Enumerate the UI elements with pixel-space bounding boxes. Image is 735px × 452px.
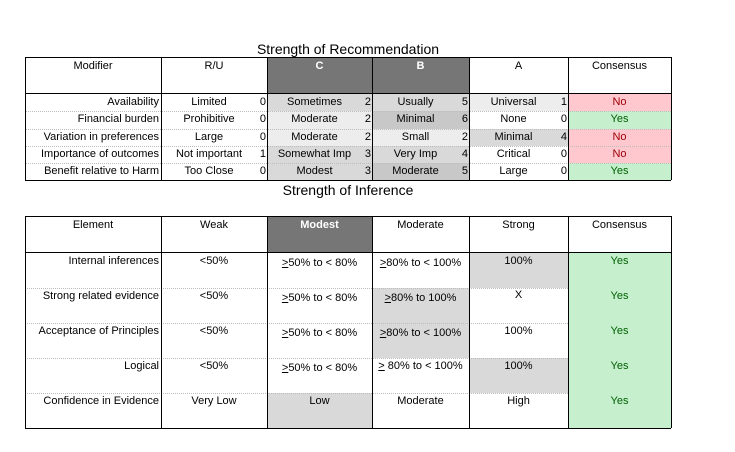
strong-value: 100% [469,358,568,393]
grid-line [469,216,470,428]
recommendation-title: Strength of Recommendation [256,41,440,57]
gte-symbol: > [281,292,289,304]
strong-value: 100% [504,325,533,337]
row-modifier: Availability [107,96,159,108]
a-value: Critical [496,148,531,160]
grid-line [25,129,671,130]
strong-value: 100% [469,253,568,288]
grid-line [25,216,26,428]
ru-count: 0 [259,131,266,143]
consensus-value: Yes [568,163,671,180]
grid-line [267,216,268,428]
row-element: Strong related evidence [42,290,159,302]
grid-line [671,216,672,428]
b-value: Small [372,129,459,146]
grid-line [671,57,672,180]
c-count: 2 [362,129,372,146]
gte-symbol: > [384,292,391,304]
header-consensus: Consensus [591,60,648,72]
row-modifier: Financial burden [77,113,159,125]
grid-line [25,288,568,289]
strong-value: X [514,289,523,301]
a-value: Universal [469,94,558,111]
grid-line [25,93,671,94]
ru-value: Prohibitive [183,113,235,125]
b-value: Usually [372,94,459,111]
b-count: 5 [459,94,469,111]
c-value: Moderate [267,129,362,146]
b-value: Minimal [372,111,459,129]
grid-line [568,216,569,428]
c-value: Modest [267,163,362,180]
strong-value: High [507,395,530,407]
a-count: 0 [560,148,567,160]
modest-value [267,288,372,323]
a-count: 0 [560,113,567,125]
b-count: 5 [459,163,469,180]
a-count: 0 [560,165,567,177]
c-count: 2 [362,111,372,129]
modest-text: 50% to < 80% [288,327,358,339]
grid-line [25,252,671,253]
header-consensus: Consensus [591,219,648,231]
modest-text: 50% to < 80% [288,257,358,269]
c-value: Sometimes [267,94,362,111]
inference-title: Strength of Inference [282,182,414,198]
grid-line [25,111,671,112]
row-modifier: Variation in preferences [43,131,159,143]
grid-line [25,428,671,429]
modest-value [267,323,372,358]
moderate-value [372,323,469,358]
ru-count: 1 [259,148,266,160]
moderate-text: 80% to 100% [391,292,457,304]
c-value: Moderate [267,111,362,129]
header-strong: Strong [502,219,535,231]
consensus-value: No [568,146,671,163]
consensus-value: Yes [610,290,629,302]
gte-symbol: > [281,327,289,339]
ru-value: Limited [191,96,227,108]
row-element: Confidence in Evidence [43,395,159,407]
header-element: Element [72,219,114,231]
ru-value: Large [194,131,224,143]
ru-value: Not important [175,148,243,160]
header-moderate: Moderate [397,219,444,231]
row-modifier: Importance of outcomes [40,148,159,160]
moderate-value [372,288,469,323]
modest-text: 50% to < 80% [288,292,358,304]
header-weak: Weak [200,219,228,231]
grid-line [267,57,268,180]
b-count: 2 [459,129,469,146]
a-value: Minimal [469,129,558,146]
grid-line [25,323,568,324]
gte-symbol: > [281,257,289,269]
a-value: None [500,113,527,125]
ru-count: 0 [259,96,266,108]
moderate-value [372,253,469,288]
weak-value: Very Low [191,395,237,407]
weak-value: <50% [199,255,229,267]
consensus-value: No [568,94,671,111]
a-count: 1 [558,94,568,111]
grid-line [25,393,568,394]
c-value: Somewhat Imp [267,146,362,163]
moderate-text: 80% to < 100% [384,360,463,372]
row-element: Internal inferences [68,255,159,267]
row-modifier: Benefit relative to Harm [44,165,159,177]
c-count: 2 [362,94,372,111]
row-element: Acceptance of Principles [38,325,159,337]
gte-symbol: > [379,327,387,339]
weak-value: <50% [199,360,229,372]
grid-line [25,358,568,359]
a-count: 4 [558,129,568,146]
c-count: 3 [362,146,372,163]
grid-line [25,216,671,217]
grid-line [25,57,671,58]
modest-text: 50% to < 80% [288,362,358,374]
c-count: 3 [362,163,372,180]
ru-count: 0 [259,113,266,125]
grid-line [161,216,162,428]
header-modifier: Modifier [73,60,113,72]
moderate-value [372,358,469,393]
grid-line [25,163,671,164]
grid-line [25,180,671,181]
consensus-value: Yes [610,255,629,267]
consensus-value: Yes [610,325,629,337]
header-a: A [514,60,523,72]
grid-line [469,57,470,180]
consensus-value: Yes [568,111,671,129]
gte-symbol: > [379,257,387,269]
ru-count: 0 [259,165,266,177]
b-count: 6 [459,111,469,129]
gte-symbol: > [378,360,385,372]
header-ru: R/U [204,60,224,72]
weak-value: <50% [199,325,229,337]
b-count: 4 [459,146,469,163]
consensus-value: Yes [610,360,629,372]
grid-line [372,216,373,428]
grid-line [25,146,671,147]
row-element: Logical [124,360,159,372]
a-value: Large [499,165,528,177]
modest-value: Low [267,393,372,428]
moderate-text: 80% to < 100% [386,257,462,269]
grid-line [372,57,373,180]
modest-value [267,358,372,393]
grid-line [568,57,569,180]
grid-line [161,57,162,180]
header-modest: Modest [267,216,372,252]
b-value: Very Imp [372,146,459,163]
moderate-text: 80% to < 100% [386,327,462,339]
moderate-value: Moderate [397,395,444,407]
header-c: C [267,57,372,93]
consensus-value: Yes [610,395,629,407]
b-value: Moderate [372,163,459,180]
grid-line [25,57,26,180]
modest-value [267,253,372,288]
ru-value: Too Close [184,165,234,177]
gte-symbol: > [281,362,289,374]
header-b: B [372,57,469,93]
weak-value: <50% [199,290,229,302]
consensus-value: No [568,129,671,146]
